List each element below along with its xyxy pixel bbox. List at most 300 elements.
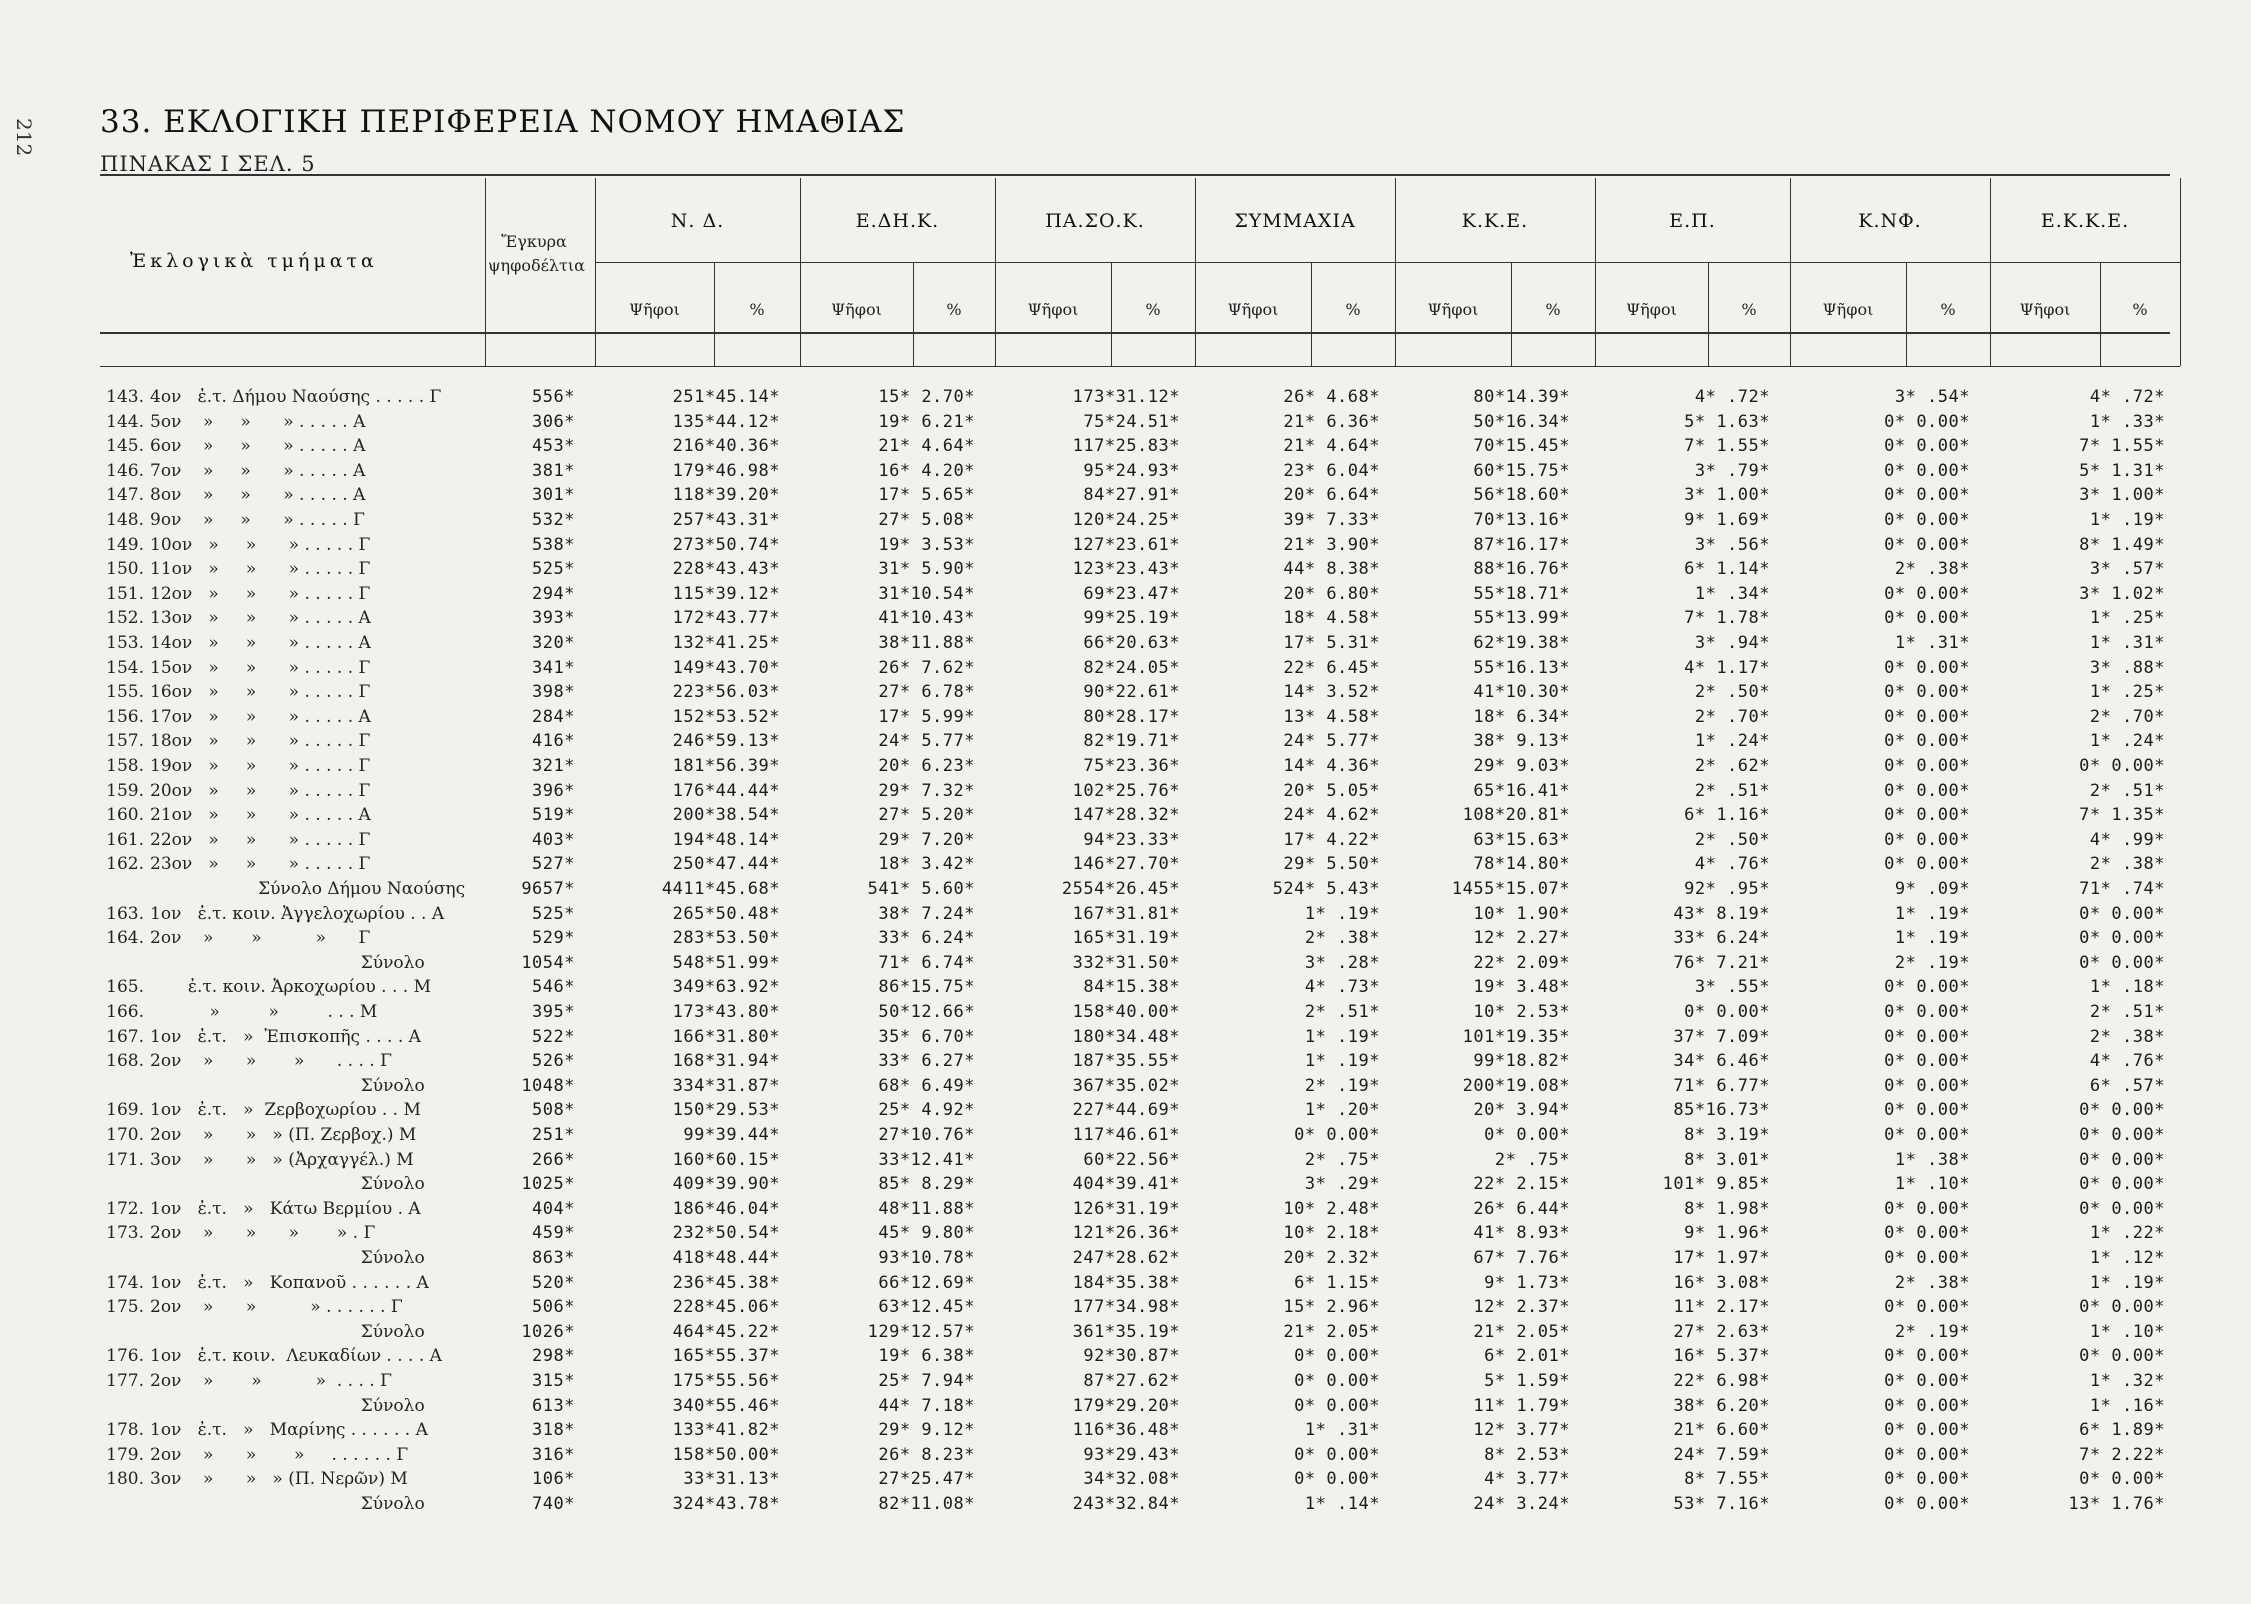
knf-cell: 0* 0.00* xyxy=(1884,1100,1970,1120)
ep-cell: 2* .70* xyxy=(1694,707,1770,727)
kke-cell: 62*19.38* xyxy=(1473,633,1570,653)
valid-cell: 404* xyxy=(532,1199,575,1219)
table-row xyxy=(0,681,2251,703)
row-number: 153. xyxy=(106,633,144,653)
kke-cell: 63*15.63* xyxy=(1473,830,1570,850)
table-row xyxy=(0,1345,2251,1367)
edik-cell: 18* 3.42* xyxy=(878,854,975,874)
ep-cell: 6* 1.14* xyxy=(1684,559,1770,579)
symm-cell: 0* 0.00* xyxy=(1294,1125,1380,1145)
valid-cell: 318* xyxy=(532,1420,575,1440)
row-number: 143. xyxy=(106,387,144,407)
table-row xyxy=(0,607,2251,629)
row-number: 148. xyxy=(106,510,144,530)
knf-cell: 0* 0.00* xyxy=(1884,830,1970,850)
table-row xyxy=(0,780,2251,802)
nd-cell: 324*43.78* xyxy=(672,1494,780,1514)
ep-cell: 9* 1.96* xyxy=(1684,1223,1770,1243)
ep-cell: 8* 3.01* xyxy=(1684,1150,1770,1170)
row-number: 164. xyxy=(106,928,144,948)
knf-cell: 0* 0.00* xyxy=(1884,1051,1970,1071)
kke-cell: 12* 3.77* xyxy=(1473,1420,1570,1440)
kke-cell: 56*18.60* xyxy=(1473,485,1570,505)
table-row xyxy=(0,730,2251,752)
table-row xyxy=(0,976,2251,998)
nd-cell: 273*50.74* xyxy=(672,535,780,555)
knf-cell: 1* .31* xyxy=(1894,633,1970,653)
district-name: Σύνολο xyxy=(150,1322,425,1342)
table-row xyxy=(0,1222,2251,1244)
knf-cell: 0* 0.00* xyxy=(1884,436,1970,456)
row-number: 154. xyxy=(106,658,144,678)
table-row xyxy=(0,1026,2251,1048)
edik-cell: 129*12.57* xyxy=(867,1322,975,1342)
ep-cell: 0* 0.00* xyxy=(1684,1002,1770,1022)
pasok-cell: 75*23.36* xyxy=(1083,756,1180,776)
table-row xyxy=(0,952,2251,974)
pasok-cell: 102*25.76* xyxy=(1072,781,1180,801)
valid-cell: 1025* xyxy=(521,1174,575,1194)
kke-cell: 70*13.16* xyxy=(1473,510,1570,530)
table-row xyxy=(0,1198,2251,1220)
valid-cell: 301* xyxy=(532,485,575,505)
symm-cell: 10* 2.18* xyxy=(1283,1223,1380,1243)
pasok-cell: 121*26.36* xyxy=(1072,1223,1180,1243)
ep-cell: 85*16.73* xyxy=(1673,1100,1770,1120)
nd-cell: 232*50.54* xyxy=(672,1223,780,1243)
pasok-cell: 60*22.56* xyxy=(1083,1150,1180,1170)
kke-cell: 41*10.30* xyxy=(1473,682,1570,702)
district-name: 8ον » » » . . . . . Α xyxy=(150,485,366,505)
row-number: 173. xyxy=(106,1223,144,1243)
edik-cell: 541* 5.60* xyxy=(867,879,975,899)
edik-cell: 26* 8.23* xyxy=(878,1445,975,1465)
valid-cell: 1048* xyxy=(521,1076,575,1096)
symm-cell: 22* 6.45* xyxy=(1283,658,1380,678)
district-name: 2ον » » » . . . . . . Γ xyxy=(150,1297,403,1317)
pasok-cell: 82*19.71* xyxy=(1083,731,1180,751)
nd-cell: 135*44.12* xyxy=(672,412,780,432)
row-number: 163. xyxy=(106,904,144,924)
ep-cell: 34* 6.46* xyxy=(1673,1051,1770,1071)
nd-cell: 118*39.20* xyxy=(672,485,780,505)
ekke-cell: 2* .51* xyxy=(2089,781,2165,801)
row-number: 167. xyxy=(106,1027,144,1047)
ekke-cell: 3* .88* xyxy=(2089,658,2165,678)
table-row xyxy=(0,1149,2251,1171)
symm-cell: 21* 2.05* xyxy=(1283,1322,1380,1342)
pasok-cell: 227*44.69* xyxy=(1072,1100,1180,1120)
nd-cell: 160*60.15* xyxy=(672,1150,780,1170)
symm-cell: 0* 0.00* xyxy=(1294,1469,1380,1489)
district-name: 1ον ἐ.τ. » Μαρίνης . . . . . . Α xyxy=(150,1420,428,1440)
district-name: 16ον » » » . . . . . Γ xyxy=(150,682,371,702)
pasok-cell: 117*46.61* xyxy=(1072,1125,1180,1145)
district-name: 4ον ἐ.τ. Δήμου Ναούσης . . . . . Γ xyxy=(150,387,442,407)
ekke-cell: 1* .19* xyxy=(2089,510,2165,530)
pasok-cell: 243*32.84* xyxy=(1072,1494,1180,1514)
valid-cell: 321* xyxy=(532,756,575,776)
knf-cell: 2* .19* xyxy=(1894,1322,1970,1342)
table-row xyxy=(0,1468,2251,1490)
knf-cell: 0* 0.00* xyxy=(1884,1223,1970,1243)
pasok-cell: 180*34.48* xyxy=(1072,1027,1180,1047)
row-number: 179. xyxy=(106,1445,144,1465)
page-number: 212 xyxy=(12,118,36,157)
valid-cell: 459* xyxy=(532,1223,575,1243)
knf-cell: 0* 0.00* xyxy=(1884,805,1970,825)
table-row xyxy=(0,1173,2251,1195)
kke-cell: 70*15.45* xyxy=(1473,436,1570,456)
party-header: ΠΑ.ΣΟ.Κ. xyxy=(1045,210,1145,232)
ep-cell: 17* 1.97* xyxy=(1673,1248,1770,1268)
knf-cell: 0* 0.00* xyxy=(1884,1248,1970,1268)
district-name: Σύνολο Δήμου Ναούσης xyxy=(150,879,466,899)
edik-cell: 17* 5.65* xyxy=(878,485,975,505)
ekke-cell: 6* 1.89* xyxy=(2079,1420,2165,1440)
table-row xyxy=(0,903,2251,925)
table-row xyxy=(0,632,2251,654)
ep-cell: 3* .94* xyxy=(1694,633,1770,653)
kke-cell: 65*16.41* xyxy=(1473,781,1570,801)
row-number: 174. xyxy=(106,1273,144,1293)
edik-cell: 35* 6.70* xyxy=(878,1027,975,1047)
pasok-cell: 147*28.32* xyxy=(1072,805,1180,825)
pasok-cell: 92*30.87* xyxy=(1083,1346,1180,1366)
pasok-cell: 332*31.50* xyxy=(1072,953,1180,973)
district-name: 3ον » » » (Π. Νερῶν) Μ xyxy=(150,1469,408,1489)
kke-cell: 67* 7.76* xyxy=(1473,1248,1570,1268)
nd-cell: 228*45.06* xyxy=(672,1297,780,1317)
symm-cell: 20* 5.05* xyxy=(1283,781,1380,801)
symm-cell: 10* 2.48* xyxy=(1283,1199,1380,1219)
valid-cell: 529* xyxy=(532,928,575,948)
edik-cell: 48*11.88* xyxy=(878,1199,975,1219)
district-name: 2ον » » » » . Γ xyxy=(150,1223,376,1243)
ekke-cell: 0* 0.00* xyxy=(2079,1125,2165,1145)
row-number: 152. xyxy=(106,608,144,628)
pasok-cell: 90*22.61* xyxy=(1083,682,1180,702)
district-name: 1ον ἐ.τ. » Ἐπισκοπῆς . . . . Α xyxy=(150,1027,421,1047)
votes-subheader: Ψῆφοι xyxy=(831,300,882,319)
pasok-cell: 367*35.02* xyxy=(1072,1076,1180,1096)
edik-cell: 45* 9.80* xyxy=(878,1223,975,1243)
row-number: 144. xyxy=(106,412,144,432)
edik-cell: 33*12.41* xyxy=(878,1150,975,1170)
knf-cell: 0* 0.00* xyxy=(1884,535,1970,555)
pasok-cell: 80*28.17* xyxy=(1083,707,1180,727)
symm-cell: 2* .19* xyxy=(1304,1076,1380,1096)
pasok-cell: 177*34.98* xyxy=(1072,1297,1180,1317)
pasok-cell: 82*24.05* xyxy=(1083,658,1180,678)
pasok-cell: 127*23.61* xyxy=(1072,535,1180,555)
row-number: 169. xyxy=(106,1100,144,1120)
votes-subheader: Ψῆφοι xyxy=(2019,300,2071,319)
kke-cell: 6* 2.01* xyxy=(1484,1346,1570,1366)
ekke-cell: 5* 1.31* xyxy=(2079,461,2165,481)
nd-cell: 99*39.44* xyxy=(683,1125,780,1145)
table-row xyxy=(0,435,2251,457)
nd-cell: 228*43.43* xyxy=(672,559,780,579)
kke-cell: 50*16.34* xyxy=(1473,412,1570,432)
nd-cell: 194*48.14* xyxy=(672,830,780,850)
nd-cell: 216*40.36* xyxy=(672,436,780,456)
valid-cell: 284* xyxy=(532,707,575,727)
ep-cell: 37* 7.09* xyxy=(1673,1027,1770,1047)
table-row xyxy=(0,853,2251,875)
votes-subheader: Ψῆφοι xyxy=(1626,300,1677,319)
ep-cell: 16* 5.37* xyxy=(1673,1346,1770,1366)
valid-cell: 395* xyxy=(532,1002,575,1022)
table-row xyxy=(0,1247,2251,1269)
ep-cell: 8* 7.55* xyxy=(1684,1469,1770,1489)
nd-cell: 179*46.98* xyxy=(672,461,780,481)
symm-cell: 39* 7.33* xyxy=(1283,510,1380,530)
kke-cell: 38* 9.13* xyxy=(1473,731,1570,751)
symm-cell: 18* 4.58* xyxy=(1283,608,1380,628)
ekke-cell: 1* .33* xyxy=(2089,412,2165,432)
ep-cell: 2* .50* xyxy=(1694,682,1770,702)
district-name: 18ον » » » . . . . . Γ xyxy=(150,731,371,751)
pasok-cell: 2554*26.45* xyxy=(1061,879,1180,899)
edik-cell: 68* 6.49* xyxy=(878,1076,975,1096)
knf-cell: 0* 0.00* xyxy=(1884,707,1970,727)
valid-cell: 740* xyxy=(532,1494,575,1514)
district-name: Σύνολο xyxy=(150,1174,425,1194)
nd-cell: 152*53.52* xyxy=(672,707,780,727)
symm-cell: 24* 4.62* xyxy=(1283,805,1380,825)
pasok-cell: 66*20.63* xyxy=(1083,633,1180,653)
knf-cell: 0* 0.00* xyxy=(1884,1125,1970,1145)
valid-cell: 527* xyxy=(532,854,575,874)
ep-cell: 27* 2.63* xyxy=(1673,1322,1770,1342)
pasok-cell: 99*25.19* xyxy=(1083,608,1180,628)
valid-cell: 508* xyxy=(532,1100,575,1120)
row-number: 168. xyxy=(106,1051,144,1071)
percent-subheader: % xyxy=(1741,300,1757,319)
district-name: ἐ.τ. κοιν. Ἀρκοχωρίου . . . Μ xyxy=(150,977,431,997)
table-row xyxy=(0,1099,2251,1121)
kke-cell: 9* 1.73* xyxy=(1484,1273,1570,1293)
edik-cell: 33* 6.27* xyxy=(878,1051,975,1071)
percent-subheader: % xyxy=(946,300,962,319)
row-number: 172. xyxy=(106,1199,144,1219)
ekke-cell: 0* 0.00* xyxy=(2079,1150,2165,1170)
table-row xyxy=(0,755,2251,777)
row-number: 176. xyxy=(106,1346,144,1366)
percent-subheader: % xyxy=(1940,300,1956,319)
valid-cell: 538* xyxy=(532,535,575,555)
pasok-cell: 187*35.55* xyxy=(1072,1051,1180,1071)
pasok-cell: 123*23.43* xyxy=(1072,559,1180,579)
pasok-cell: 173*31.12* xyxy=(1072,387,1180,407)
knf-cell: 0* 0.00* xyxy=(1884,1002,1970,1022)
district-name: 9ον » » » . . . . . Γ xyxy=(150,510,365,530)
district-name: 12ον » » » . . . . . Γ xyxy=(150,584,371,604)
ekke-cell: 2* .51* xyxy=(2089,1002,2165,1022)
row-number: 156. xyxy=(106,707,144,727)
symm-cell: 2* .51* xyxy=(1304,1002,1380,1022)
symm-cell: 24* 5.77* xyxy=(1283,731,1380,751)
nd-cell: 257*43.31* xyxy=(672,510,780,530)
knf-cell: 0* 0.00* xyxy=(1884,412,1970,432)
symm-cell: 524* 5.43* xyxy=(1272,879,1380,899)
valid-cell: 532* xyxy=(532,510,575,530)
district-name: 14ον » » » . . . . . Α xyxy=(150,633,371,653)
edik-cell: 63*12.45* xyxy=(878,1297,975,1317)
pasok-cell: 179*29.20* xyxy=(1072,1396,1180,1416)
valid-cell: 525* xyxy=(532,559,575,579)
row-number: 150. xyxy=(106,559,144,579)
ekke-cell: 3* 1.00* xyxy=(2079,485,2165,505)
table-row xyxy=(0,1050,2251,1072)
ep-cell: 7* 1.78* xyxy=(1684,608,1770,628)
ekke-cell: 7* 1.35* xyxy=(2079,805,2165,825)
row-number: 145. xyxy=(106,436,144,456)
edik-cell: 19* 3.53* xyxy=(878,535,975,555)
knf-cell: 0* 0.00* xyxy=(1884,682,1970,702)
table-row xyxy=(0,1370,2251,1392)
kke-cell: 29* 9.03* xyxy=(1473,756,1570,776)
knf-cell: 9* .09* xyxy=(1894,879,1970,899)
nd-cell: 246*59.13* xyxy=(672,731,780,751)
ekke-cell: 0* 0.00* xyxy=(2079,756,2165,776)
ep-cell: 11* 2.17* xyxy=(1673,1297,1770,1317)
ep-cell: 8* 1.98* xyxy=(1684,1199,1770,1219)
ekke-cell: 1* .22* xyxy=(2089,1223,2165,1243)
ekke-cell: 1* .19* xyxy=(2089,1273,2165,1293)
nd-cell: 548*51.99* xyxy=(672,953,780,973)
ep-cell: 1* .24* xyxy=(1694,731,1770,751)
pasok-cell: 120*24.25* xyxy=(1072,510,1180,530)
symm-cell: 13* 4.58* xyxy=(1283,707,1380,727)
pasok-cell: 247*28.62* xyxy=(1072,1248,1180,1268)
nd-cell: 4411*45.68* xyxy=(661,879,780,899)
party-header: Κ.ΝΦ. xyxy=(1858,210,1922,232)
symm-cell: 20* 6.64* xyxy=(1283,485,1380,505)
ep-cell: 4* .76* xyxy=(1694,854,1770,874)
votes-subheader: Ψῆφοι xyxy=(1027,300,1079,319)
nd-cell: 33*31.13* xyxy=(683,1469,780,1489)
ep-cell: 1* .34* xyxy=(1694,584,1770,604)
pasok-cell: 95*24.93* xyxy=(1083,461,1180,481)
nd-cell: 181*56.39* xyxy=(672,756,780,776)
ekke-cell: 0* 0.00* xyxy=(2079,904,2165,924)
valid-ballots-header: Ἔγκυρα ψηφοδέλτια xyxy=(488,232,585,275)
nd-cell: 175*55.56* xyxy=(672,1371,780,1391)
pasok-cell: 87*27.62* xyxy=(1083,1371,1180,1391)
ep-cell: 33* 6.24* xyxy=(1673,928,1770,948)
valid-cell: 416* xyxy=(532,731,575,751)
kke-cell: 55*13.99* xyxy=(1473,608,1570,628)
ep-cell: 38* 6.20* xyxy=(1673,1396,1770,1416)
knf-cell: 0* 0.00* xyxy=(1884,608,1970,628)
valid-cell: 525* xyxy=(532,904,575,924)
kke-cell: 87*16.17* xyxy=(1473,535,1570,555)
row-number: 151. xyxy=(106,584,144,604)
table-row xyxy=(0,927,2251,949)
kke-cell: 4* 3.77* xyxy=(1484,1469,1570,1489)
district-column-header: Ἐκλογικὰ τμήματα xyxy=(130,250,378,272)
edik-cell: 24* 5.77* xyxy=(878,731,975,751)
symm-cell: 6* 1.15* xyxy=(1294,1273,1380,1293)
nd-cell: 200*38.54* xyxy=(672,805,780,825)
district-name: Σύνολο xyxy=(150,1076,425,1096)
pasok-cell: 116*36.48* xyxy=(1072,1420,1180,1440)
ep-cell: 16* 3.08* xyxy=(1673,1273,1770,1293)
table-row xyxy=(0,411,2251,433)
valid-cell: 546* xyxy=(532,977,575,997)
pasok-cell: 117*25.83* xyxy=(1072,436,1180,456)
knf-cell: 0* 0.00* xyxy=(1884,1346,1970,1366)
nd-cell: 168*31.94* xyxy=(672,1051,780,1071)
district-name: 19ον » » » . . . . . Γ xyxy=(150,756,371,776)
symm-cell: 23* 6.04* xyxy=(1283,461,1380,481)
ep-cell: 76* 7.21* xyxy=(1673,953,1770,973)
edik-cell: 33* 6.24* xyxy=(878,928,975,948)
edik-cell: 26* 7.62* xyxy=(878,658,975,678)
nd-cell: 349*63.92* xyxy=(672,977,780,997)
nd-cell: 172*43.77* xyxy=(672,608,780,628)
kke-cell: 5* 1.59* xyxy=(1484,1371,1570,1391)
ep-cell: 4* 1.17* xyxy=(1684,658,1770,678)
edik-cell: 85* 8.29* xyxy=(878,1174,975,1194)
row-number: 147. xyxy=(106,485,144,505)
ekke-cell: 1* .12* xyxy=(2089,1248,2165,1268)
table-row xyxy=(0,804,2251,826)
ep-cell: 4* .72* xyxy=(1694,387,1770,407)
knf-cell: 0* 0.00* xyxy=(1884,1297,1970,1317)
row-number: 165. xyxy=(106,977,144,997)
district-name: 20ον » » » . . . . . Γ xyxy=(150,781,371,801)
valid-cell: 381* xyxy=(532,461,575,481)
symm-cell: 44* 8.38* xyxy=(1283,559,1380,579)
nd-cell: 409*39.90* xyxy=(672,1174,780,1194)
district-name: 6ον » » » . . . . . Α xyxy=(150,436,366,456)
kke-cell: 20* 3.94* xyxy=(1473,1100,1570,1120)
knf-cell: 0* 0.00* xyxy=(1884,485,1970,505)
ekke-cell: 1* .31* xyxy=(2089,633,2165,653)
percent-subheader: % xyxy=(1345,300,1361,319)
ep-cell: 24* 7.59* xyxy=(1673,1445,1770,1465)
district-name: 1ον ἐ.τ. » Ζερβοχωρίου . . Μ xyxy=(150,1100,421,1120)
table-row xyxy=(0,1296,2251,1318)
kke-cell: 0* 0.00* xyxy=(1484,1125,1570,1145)
kke-cell: 10* 1.90* xyxy=(1473,904,1570,924)
valid-cell: 506* xyxy=(532,1297,575,1317)
valid-cell: 298* xyxy=(532,1346,575,1366)
pasok-cell: 94*23.33* xyxy=(1083,830,1180,850)
district-name: 10ον » » » . . . . . Γ xyxy=(150,535,371,555)
pasok-cell: 404*39.41* xyxy=(1072,1174,1180,1194)
symm-cell: 0* 0.00* xyxy=(1294,1371,1380,1391)
nd-cell: 186*46.04* xyxy=(672,1199,780,1219)
ekke-cell: 1* .24* xyxy=(2089,731,2165,751)
nd-cell: 340*55.46* xyxy=(672,1396,780,1416)
edik-cell: 27* 5.20* xyxy=(878,805,975,825)
percent-subheader: % xyxy=(1545,300,1561,319)
knf-cell: 1* .19* xyxy=(1894,928,1970,948)
row-number: 157. xyxy=(106,731,144,751)
table-row xyxy=(0,706,2251,728)
symm-cell: 20* 6.80* xyxy=(1283,584,1380,604)
knf-cell: 2* .38* xyxy=(1894,559,1970,579)
table-row xyxy=(0,1419,2251,1441)
symm-cell: 21* 3.90* xyxy=(1283,535,1380,555)
table-row xyxy=(0,1001,2251,1023)
ekke-cell: 7* 2.22* xyxy=(2079,1445,2165,1465)
edik-cell: 16* 4.20* xyxy=(878,461,975,481)
